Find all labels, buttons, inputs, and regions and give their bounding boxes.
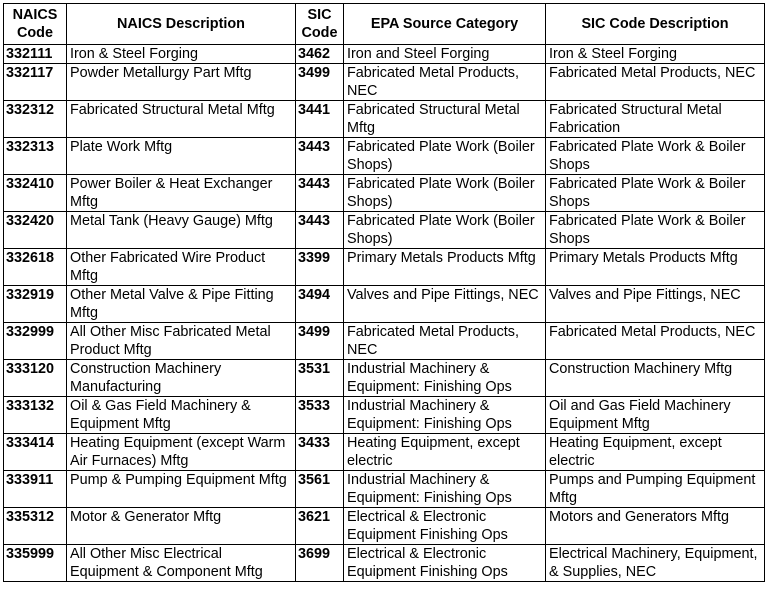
table-row [4, 434, 765, 471]
table-row [4, 249, 765, 286]
naics-code-cell: 333911 [4, 471, 67, 508]
naics-description-cell: Pump & Pumping Equipment Mftg [67, 471, 296, 508]
epa-source-category-cell: Fabricated Plate Work (Boiler Shops) [344, 175, 546, 212]
naics-description-cell: Powder Metallurgy Part Mftg [67, 64, 296, 101]
table-row [4, 397, 765, 434]
naics-description-cell: Heating Equipment (except Warm Air Furnaces) Mftg [67, 434, 296, 471]
sic-description-cell: Fabricated Plate Work & Boiler Shops [546, 138, 765, 175]
epa-source-category-cell: Electrical & Electronic Equipment Finishing Ops [344, 545, 546, 582]
epa-source-category-cell: Industrial Machinery & Equipment: Finishing Ops [344, 471, 546, 508]
sic-description-cell: Pumps and Pumping Equipment Mftg [546, 471, 765, 508]
table-row [4, 471, 765, 508]
sic-description-cell: Oil and Gas Field Machinery Equipment Mftg [546, 397, 765, 434]
sic-description-cell: Construction Machinery Mftg [546, 360, 765, 397]
naics-description-cell: Oil & Gas Field Machinery & Equipment Mftg [67, 397, 296, 434]
header-sic-code-line1: SIC [307, 7, 332, 23]
naics-description-cell: Other Metal Valve & Pipe Fitting Mftg [67, 286, 296, 323]
sic-description-cell: Heating Equipment, except electric [546, 434, 765, 471]
sic-description-cell: Fabricated Metal Products, NEC [546, 323, 765, 360]
naics-code-cell: 332111 [4, 45, 67, 64]
table-row [4, 64, 765, 101]
sic-description-cell: Fabricated Structural Metal Fabrication [546, 101, 765, 138]
sic-code-cell: 3494 [296, 286, 344, 323]
naics-description-cell: Power Boiler & Heat Exchanger Mftg [67, 175, 296, 212]
sic-code-cell: 3441 [296, 101, 344, 138]
sic-description-cell: Electrical Machinery, Equipment, & Supplies, NEC [546, 545, 765, 582]
naics-code-cell: 335312 [4, 508, 67, 545]
header-sic-code [296, 4, 344, 45]
naics-code-cell: 332117 [4, 64, 67, 101]
sic-code-cell: 3443 [296, 175, 344, 212]
naics-description-cell: Fabricated Structural Metal Mftg [67, 101, 296, 138]
naics-description-cell: All Other Misc Fabricated Metal Product Mftg [67, 323, 296, 360]
header-naics-code-line1: NAICS [12, 7, 58, 23]
sic-description-cell: Valves and Pipe Fittings, NEC [546, 286, 765, 323]
header-naics-code [4, 4, 67, 45]
sic-code-cell: 3533 [296, 397, 344, 434]
naics-code-cell: 332313 [4, 138, 67, 175]
header-naics-code-line2: Code [17, 25, 53, 41]
naics-code-cell: 333414 [4, 434, 67, 471]
epa-source-category-cell: Fabricated Plate Work (Boiler Shops) [344, 212, 546, 249]
naics-code-cell: 332312 [4, 101, 67, 138]
naics-code-cell: 333132 [4, 397, 67, 434]
table-row [4, 101, 765, 138]
naics-code-cell: 332618 [4, 249, 67, 286]
header-row [4, 4, 765, 45]
sic-code-cell: 3443 [296, 212, 344, 249]
naics-description-cell: Plate Work Mftg [67, 138, 296, 175]
table-row [4, 545, 765, 582]
header-sic-code-description: SIC Code Description [546, 4, 765, 45]
sic-code-cell: 3499 [296, 64, 344, 101]
epa-source-category-cell: Fabricated Metal Products, NEC [344, 64, 546, 101]
sic-description-cell: Fabricated Plate Work & Boiler Shops [546, 212, 765, 249]
naics-sic-table [3, 3, 765, 582]
table-row [4, 138, 765, 175]
sic-code-cell: 3699 [296, 545, 344, 582]
sic-description-cell: Primary Metals Products Mftg [546, 249, 765, 286]
epa-source-category-cell: Primary Metals Products Mftg [344, 249, 546, 286]
header-naics-description: NAICS Description [67, 4, 296, 45]
epa-source-category-cell: Electrical & Electronic Equipment Finishing Ops [344, 508, 546, 545]
naics-code-cell: 332999 [4, 323, 67, 360]
sic-code-cell: 3499 [296, 323, 344, 360]
sic-code-cell: 3399 [296, 249, 344, 286]
sic-code-cell: 3462 [296, 45, 344, 64]
table-row [4, 508, 765, 545]
naics-description-cell: Other Fabricated Wire Product Mftg [67, 249, 296, 286]
table-row [4, 45, 765, 64]
sic-description-cell: Fabricated Plate Work & Boiler Shops [546, 175, 765, 212]
header-epa-source-category: EPA Source Category [344, 4, 546, 45]
table-row [4, 286, 765, 323]
epa-source-category-cell: Heating Equipment, except electric [344, 434, 546, 471]
naics-description-cell: Motor & Generator Mftg [67, 508, 296, 545]
naics-code-cell: 332420 [4, 212, 67, 249]
sic-description-cell: Iron & Steel Forging [546, 45, 765, 64]
sic-code-cell: 3531 [296, 360, 344, 397]
table-row [4, 323, 765, 360]
sic-code-cell: 3443 [296, 138, 344, 175]
naics-code-cell: 332410 [4, 175, 67, 212]
table-row [4, 360, 765, 397]
naics-code-cell: 335999 [4, 545, 67, 582]
naics-code-cell: 332919 [4, 286, 67, 323]
sic-code-cell: 3621 [296, 508, 344, 545]
epa-source-category-cell: Fabricated Metal Products, NEC [344, 323, 546, 360]
sic-code-cell: 3433 [296, 434, 344, 471]
sic-code-cell: 3561 [296, 471, 344, 508]
header-sic-code-line2: Code [301, 25, 338, 41]
naics-description-cell: All Other Misc Electrical Equipment & Component Mftg [67, 545, 296, 582]
epa-source-category-cell: Industrial Machinery & Equipment: Finishing Ops [344, 360, 546, 397]
naics-code-cell: 333120 [4, 360, 67, 397]
epa-source-category-cell: Iron and Steel Forging [344, 45, 546, 64]
sic-description-cell: Motors and Generators Mftg [546, 508, 765, 545]
table-row [4, 175, 765, 212]
naics-description-cell: Metal Tank (Heavy Gauge) Mftg [67, 212, 296, 249]
epa-source-category-cell: Industrial Machinery & Equipment: Finishing Ops [344, 397, 546, 434]
epa-source-category-cell: Valves and Pipe Fittings, NEC [344, 286, 546, 323]
naics-description-cell: Construction Machinery Manufacturing [67, 360, 296, 397]
sic-description-cell: Fabricated Metal Products, NEC [546, 64, 765, 101]
epa-source-category-cell: Fabricated Plate Work (Boiler Shops) [344, 138, 546, 175]
epa-source-category-cell: Fabricated Structural Metal Mftg [344, 101, 546, 138]
table-row [4, 212, 765, 249]
naics-description-cell: Iron & Steel Forging [67, 45, 296, 64]
